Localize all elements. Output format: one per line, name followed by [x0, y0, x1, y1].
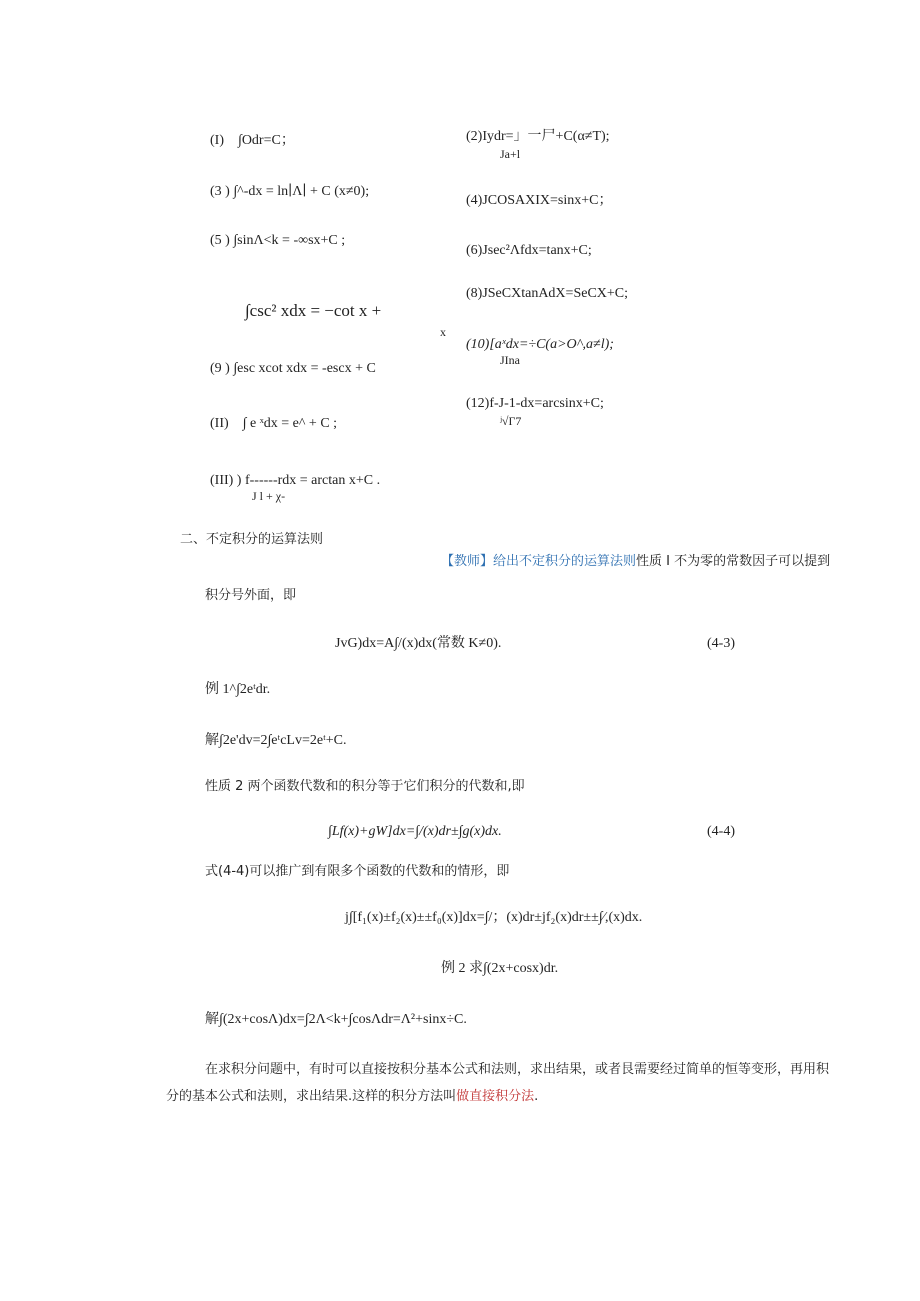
teacher-tag: 【教师】: [441, 554, 494, 569]
formula-2: (2)Iydr=」一尸+C(α≠T);: [466, 129, 610, 144]
formula-6: (6)Jsec²Λfdx=tanx+C;: [466, 243, 592, 258]
solution-2: 解∫(2x+cosΛ)dx=∫2Λ<k+∫cosΛdr=Λ²+sinx÷C.: [205, 1012, 467, 1027]
section-heading: 二、不定积分的运算法则: [180, 532, 324, 547]
equation-4-3-number: (4-3): [707, 636, 735, 651]
formula-10: (10)[aˣdx=÷C(a>O^,a≠l);: [466, 337, 614, 352]
formula-9: (9 ) ∫esc xcot xdx = -escx + C: [210, 361, 376, 376]
teacher-text: 给出不定积分的运算法则: [493, 554, 637, 569]
formula-3: (3 ) ∫^-dx = ln∣Λ∣ + C (x≠0);: [210, 184, 370, 199]
paragraph-line-1: 在求积分问题中，有时可以直接按积分基本公式和法则，求出结果，或者艮需要经过简单的恒等变形，再用积: [205, 1062, 830, 1077]
formula-12-sub: ʲ√Γ7: [500, 414, 522, 428]
equation-4-4-number: (4-4): [707, 824, 735, 839]
example-2: 例 2 求∫(2x+cosx)dr.: [441, 961, 559, 976]
property-2: 性质 2 两个函数代数和的积分等于它们积分的代数和,即: [205, 779, 525, 794]
equation-general: j∫[f₁(x)±f₂(x)±±f₀(x)]dx=∫/；(x)dr±jf₂(x)dr±±∫⁄,(x)dx.: [345, 910, 643, 925]
formula-mark: x: [440, 325, 446, 339]
paragraph-end: .: [534, 1089, 539, 1104]
example-1: 例 1^∫2eᵗdr.: [205, 682, 271, 697]
formula-5: (5 ) ∫sinΛ<k = -∞sx+C ;: [210, 233, 346, 248]
formula-12: (12)f-J-1-dx=arcsinx+C;: [466, 396, 604, 411]
property-1-continued: 积分号外面，即: [205, 588, 297, 603]
paragraph-line-2: [166, 1089, 538, 1105]
formula-13-sub: J l + χ-: [252, 489, 286, 503]
teacher-line: [441, 554, 830, 570]
formula-8: (8)JSeCXtanAdX=SeCX+C;: [466, 286, 629, 301]
formula-2-sub: Ja+l: [500, 147, 521, 161]
equation-4-4: ∫Lf(x)+gW]dx=∫/(x)dr±∫g(x)dx.: [328, 824, 502, 839]
solution-1: 解∫2e'dv=2∫eᵗcLv=2eᵗ+C.: [205, 733, 347, 748]
formula-1: (I) ∫Odr=C；: [210, 133, 295, 148]
property-1-text: 性质 I 不为零的常数因子可以提到: [636, 554, 831, 569]
formula-11: (II) ∫ e ˣdx = e^ + C ;: [210, 416, 338, 431]
formula-10-sub: JIna: [500, 353, 520, 367]
extension-text: 式(4-4)可以推广到有限多个函数的代数和的情形，即: [205, 864, 510, 879]
formula-4: (4)JCOSAXIX=sinx+C；: [466, 193, 613, 208]
paragraph-text: 分的基本公式和法则，求出结果.这样的积分方法叫: [166, 1089, 457, 1104]
direct-integration-term: 做直接积分法: [456, 1089, 535, 1104]
formula-13: (III) ) f------rdx = arctan x+C .: [210, 473, 381, 488]
formula-csc: ∫csc² xdx = −cot x +: [245, 301, 382, 320]
equation-4-3: JvG)dx=A∫/(x)dx(常数 K≠0).: [335, 636, 502, 651]
